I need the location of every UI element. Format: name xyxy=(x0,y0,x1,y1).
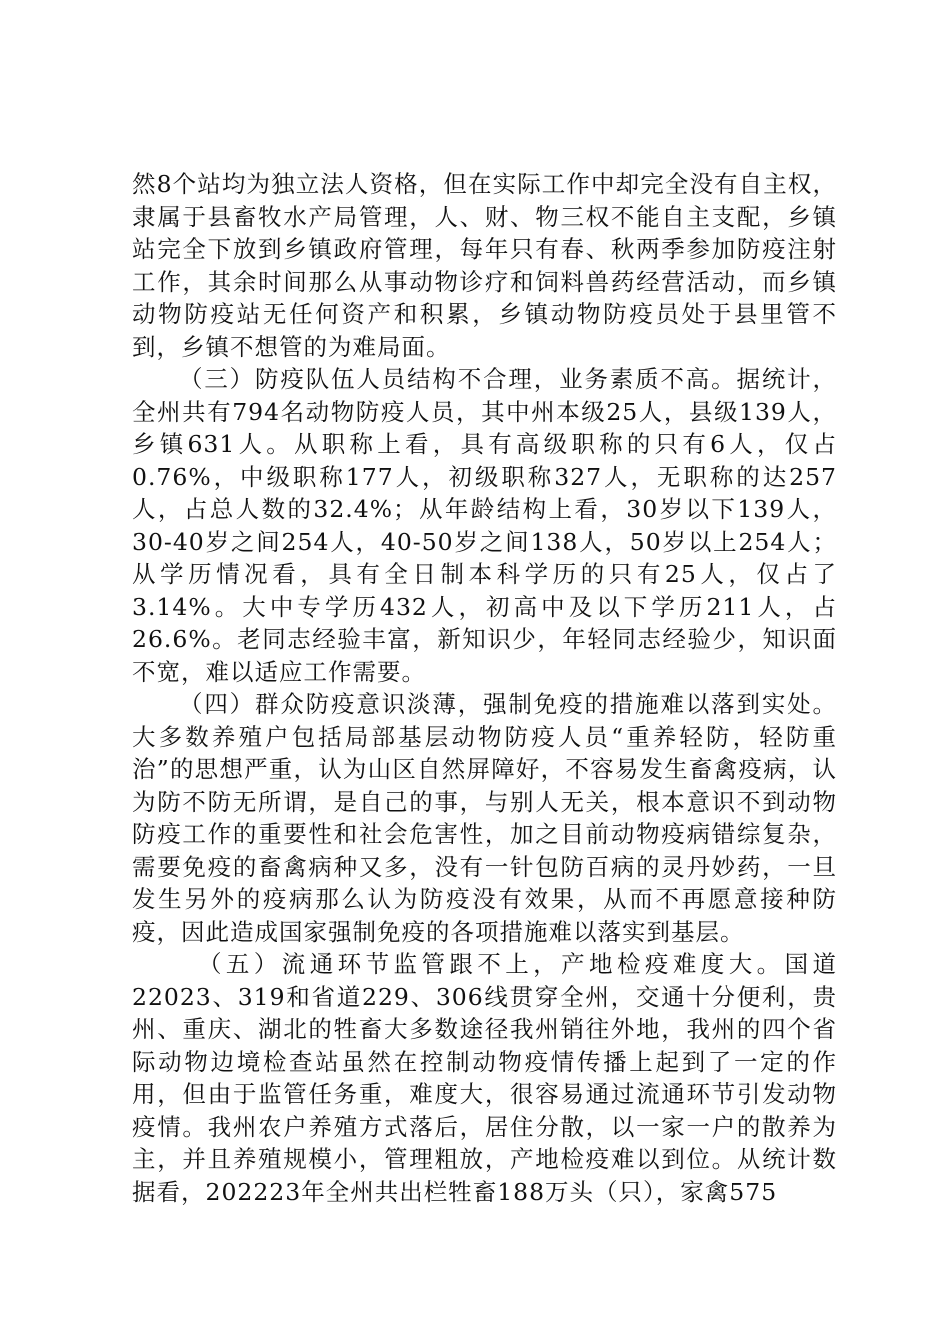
paragraph-continuation: 然8个站均为独立法人资格，但在实际工作中却完全没有自主权，隶属于县畜牧水产局管理，人、财、物三权不能自主支配，乡镇站完全下放到乡镇政府管理，每年只有春、秋两季参加防疫注射工作，其余时间那么从事动物诊疗和饲料兽药经营活动，而乡镇动物防疫站无任何资产和积累，乡镇动物防疫员处于县里管不到，乡镇不想管的为难局面。 xyxy=(132,170,837,361)
paragraph-section-4: （四）群众防疫意识淡薄，强制免疫的措施难以落到实处。大多数养殖户包括局部基层动物防疫人员“重养轻防，轻防重治”的思想严重，认为山区自然屏障好，不容易发生畜禽疫病，认为防不防无所谓，是自己的事，与别人无关，根本意识不到动物防疫工作的重要性和社会危害性，加之目前动物疫病错综复杂，需要免疫的畜禽病种又多，没有一针包防百病的灵丹妙药，一旦发生另外的疫病那么认为防疫没有效果，从而不再愿意接种防疫，因此造成国家强制免疫的各项措施难以落实到基层。 xyxy=(132,690,837,946)
document-body xyxy=(132,168,837,1208)
paragraph-section-3: （三）防疫队伍人员结构不合理，业务素质不高。据统计，全州共有794名动物防疫人员，其中州本级25人，县级139人，乡镇631人。从职称上看，具有高级职称的只有6人，仅占0.76%，中级职称177人，初级职称327人，无职称的达257人，占总人数的32.4%；从年龄结构上看，30岁以下139人，30-40岁之间254人，40-50岁之间138人，50岁以上254人；从学历情况看，具有全日制本科学历的只有25人，仅占了3.14%。大中专学历432人，初高中及以下学历211人，占26.6%。老同志经验丰富，新知识少，年轻同志经验少，知识面不宽，难以适应工作需要。 xyxy=(132,365,837,686)
paragraph-section-5: （五）流通环节监管跟不上，产地检疫难度大。国道22023、319和省道229、306线贯穿全州，交通十分便利，贵州、重庆、湖北的牲畜大多数途径我州销往外地，我州的四个省际动物边境检查站虽然在控制动物疫情传播上起到了一定的作用，但由于监管任务重，难度大，很容易通过流通环节引发动物疫情。我州农户养殖方式落后，居住分散，以一家一户的散养为主，并且养殖规模小，管理粗放，产地检疫难以到位。从统计数据看，202223年全州共出栏牲畜188万头（只），家禽575 xyxy=(132,950,837,1206)
